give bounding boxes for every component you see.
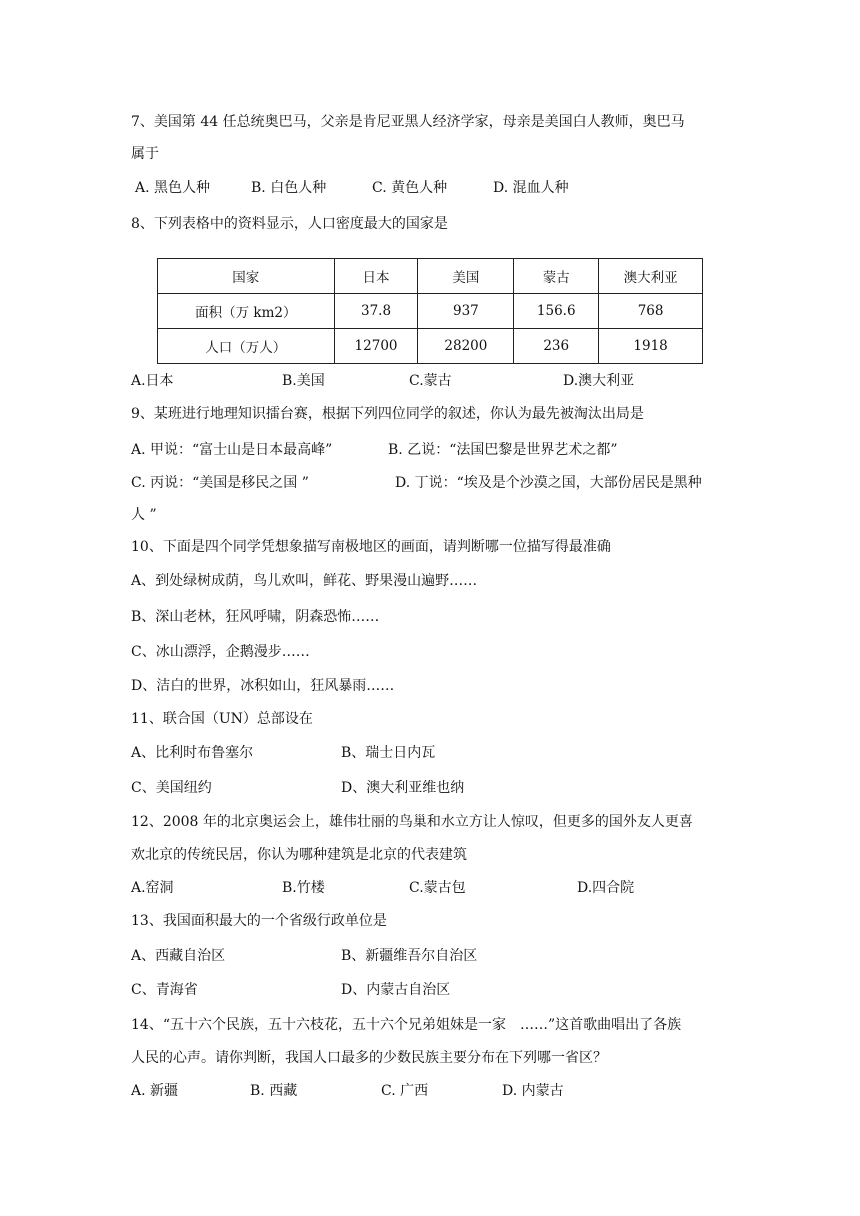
table-cell: 1918	[599, 329, 703, 364]
q11-option-c: C、美国纽约	[131, 780, 212, 796]
q9-option-d: D. 丁说：“埃及是个沙漠之国，大部份居民是黑种	[395, 475, 702, 491]
q11-option-b: B、瑞士日内瓦	[341, 745, 436, 761]
q14-stem-line1: 14、“五十六个民族，五十六枝花，五十六个兄弟姐妹是一家 ……”这首歌曲唱出了各族	[131, 1017, 682, 1033]
q12-stem-line1: 12、2008 年的北京奥运会上，雄伟壮丽的鸟巢和水立方让人惊叹，但更多的国外友人更喜	[131, 814, 693, 830]
table-cell: 蒙古	[514, 259, 599, 294]
q14-stem-line2: 人民的心声。请你判断，我国人口最多的少数民族主要分布在下列哪一省区？	[131, 1050, 607, 1066]
population-table	[157, 258, 703, 364]
q7-stem-line1: 7、美国第 44 任总统奥巴马，父亲是肯尼亚黑人经济学家，母亲是美国白人教师，奥巴马	[131, 114, 685, 130]
q14-option-d: D. 内蒙古	[502, 1083, 564, 1099]
q9-option-c: C. 丙说：“美国是移民之国 ”	[131, 475, 309, 491]
q12-option-d: D.四合院	[577, 880, 635, 896]
q13-stem: 13、我国面积最大的一个省级行政单位是	[131, 913, 387, 929]
q12-option-c: C.蒙古包	[409, 880, 466, 896]
table-cell: 美国	[418, 259, 514, 294]
table-cell: 国家	[158, 259, 335, 294]
table-row	[158, 329, 703, 364]
table-cell: 12700	[334, 329, 418, 364]
q7-option-a: A. 黑色人种	[135, 180, 211, 196]
table-row	[158, 294, 703, 329]
table-cell: 156.6	[514, 294, 599, 329]
q10-option-c: C、冰山漂浮，企鹅漫步……	[131, 644, 310, 660]
q14-option-c: C. 广西	[381, 1083, 429, 1099]
q8-option-c: C.蒙古	[409, 373, 452, 389]
q14-option-b: B. 西藏	[250, 1083, 298, 1099]
q9-option-a: A. 甲说：“富士山是日本最高峰”	[131, 442, 333, 458]
table-cell: 768	[599, 294, 703, 329]
q9-option-d-cont: 人 ”	[131, 507, 157, 523]
q13-option-c: C、青海省	[131, 982, 198, 998]
q9-option-b: B. 乙说：“法国巴黎是世界艺术之都”	[388, 442, 618, 458]
table-cell: 28200	[418, 329, 514, 364]
q11-stem: 11、联合国（UN）总部设在	[131, 711, 313, 727]
q8-option-d: D.澳大利亚	[563, 373, 635, 389]
table-header-row	[158, 259, 703, 294]
q12-option-b: B.竹楼	[282, 880, 325, 896]
q7-option-c: C. 黄色人种	[372, 180, 448, 196]
q14-option-a: A. 新疆	[131, 1083, 179, 1099]
table-cell: 人口（万人）	[158, 329, 335, 364]
table-cell: 面积（万 km2）	[158, 294, 335, 329]
q10-option-b: B、深山老林，狂风呼啸，阴森恐怖……	[131, 609, 380, 625]
q10-stem: 10、下面是四个同学凭想象描写南极地区的画面，请判断哪一位描写得最准确	[131, 539, 611, 555]
q7-option-b: B. 白色人种	[251, 180, 327, 196]
q8-option-b: B.美国	[282, 373, 325, 389]
table-cell: 澳大利亚	[599, 259, 703, 294]
q10-option-a: A、到处绿树成荫，鸟儿欢叫，鲜花、野果漫山遍野……	[131, 573, 478, 589]
table-cell: 937	[418, 294, 514, 329]
table-cell: 236	[514, 329, 599, 364]
q13-option-d: D、内蒙古自治区	[341, 982, 451, 998]
q7-stem-line2: 属于	[131, 146, 159, 162]
q8-stem: 8、下列表格中的资料显示，人口密度最大的国家是	[131, 216, 448, 232]
q13-option-a: A、西藏自治区	[131, 948, 226, 964]
q12-stem-line2: 欢北京的传统民居，你认为哪种建筑是北京的代表建筑	[131, 847, 467, 863]
table-cell: 37.8	[334, 294, 418, 329]
table-cell: 日本	[334, 259, 418, 294]
q7-option-d: D. 混血人种	[493, 180, 569, 196]
q11-option-d: D、澳大利亚维也纳	[341, 780, 465, 796]
q11-option-a: A、比利时布鲁塞尔	[131, 745, 254, 761]
q8-option-a: A.日本	[131, 373, 174, 389]
q13-option-b: B、新疆维吾尔自治区	[341, 948, 478, 964]
q12-option-a: A.窑洞	[131, 880, 174, 896]
q9-stem: 9、某班进行地理知识擂台赛，根据下列四位同学的叙述，你认为最先被淘汰出局是	[131, 406, 644, 422]
q10-option-d: D、洁白的世界，冰积如山，狂风暴雨……	[131, 678, 395, 694]
